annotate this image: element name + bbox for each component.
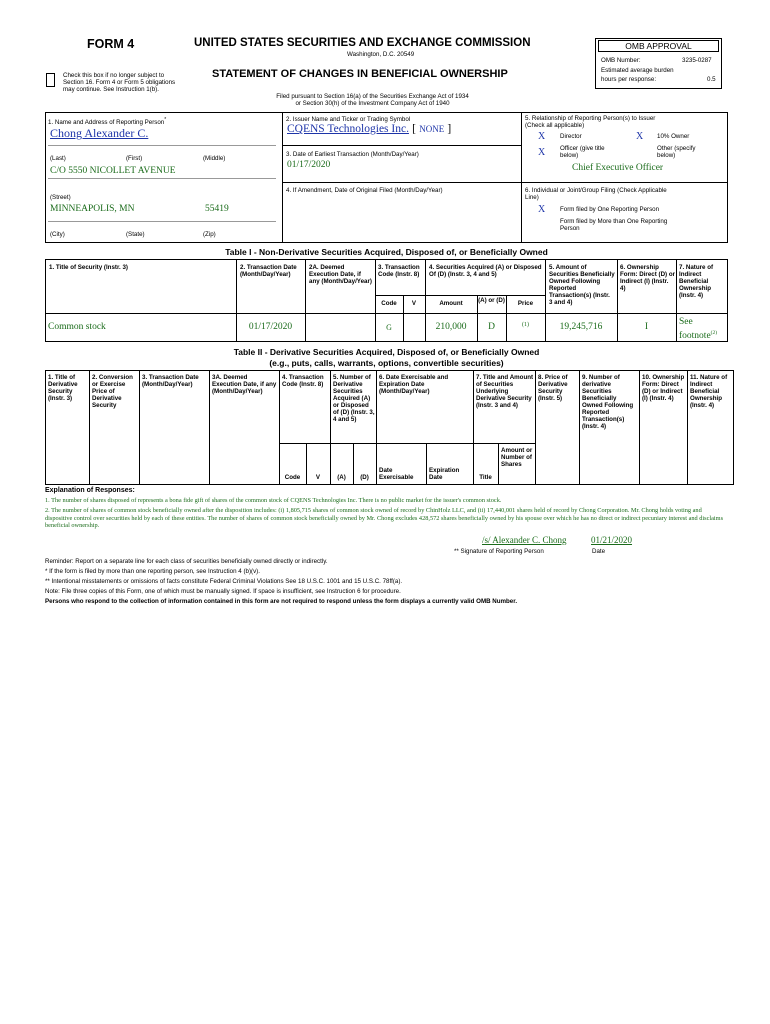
t1-row-form: I <box>644 322 649 332</box>
t2-h4: 4. Transaction Code (Instr. 8) <box>282 374 324 388</box>
note-4: Persons who respond to the collection of information contained in this form are not required to respond unless the form displays a currently valid OMB Number. <box>45 598 518 605</box>
agency-title: UNITED STATES SECURITIES AND EXCHANGE COMMISSION <box>194 37 531 49</box>
t2-h1: 1. Title of Derivative Security (Instr. 3) <box>48 374 78 402</box>
t2-h11: 11. Nature of Indirect Beneficial Ownership (Instr. 4) <box>690 374 728 409</box>
footnote-1: 1. The number of shares disposed of represents a bona fide gift of shares of the common stock of CQENS Technologies Inc. There is no public market for the issuer's common stock. <box>45 497 502 504</box>
t1-sub-code: Code <box>381 300 397 307</box>
reporting-person-city: MINNEAPOLIS, MN <box>50 204 135 214</box>
filing-more-label-1: Form filed by More than One Reporting <box>560 218 668 225</box>
filing-more-label-2: Person <box>560 225 580 232</box>
ten-pct-mark[interactable]: X <box>636 131 644 142</box>
table2-title-2: (e.g., puts, calls, warrants, options, convertible securities) <box>269 358 504 368</box>
filed-pursuant-line-1: Filed pursuant to Section 16(a) of the Securities Exchange Act of 1934 <box>276 93 469 100</box>
t2-sub-code: Code <box>284 474 301 481</box>
officer-label-1: Officer (give title <box>560 145 605 152</box>
reporting-person-zip: 55419 <box>205 204 229 214</box>
agency-location: Washington, D.C. 20549 <box>347 51 415 58</box>
no-longer-subject-checkbox[interactable] <box>46 73 55 87</box>
city-label: (City) <box>50 231 65 238</box>
signature-date-label: Date <box>592 548 606 555</box>
t1-sub-price: Price <box>517 300 534 307</box>
other-label-1: Other (specify <box>657 145 696 152</box>
table2-title-1: Table II - Derivative Securities Acquired, Disposed of, or Beneficially Owned <box>233 347 540 357</box>
note-2: ** Intentional misstatements or omissions of facts constitute Federal Criminal Violations See 18 U.S.C. 1001 and 15 U.S.C. 78ff(a). <box>45 578 403 585</box>
earliest-date-label: 3. Date of Earliest Transaction (Month/Day/Year) <box>286 151 419 158</box>
t2-sub-exercisable: Date Exercisable <box>379 467 414 481</box>
t2-h9: 9. Number of derivative Securities Beneficially Owned Following Reported Transaction(s) (Instr. 4) <box>582 374 634 430</box>
zip-label: (Zip) <box>203 231 216 238</box>
first-label: (First) <box>126 155 143 162</box>
t1-row-ad: D <box>488 322 495 332</box>
checkbox-note: Check this box if no longer subject to Section 16. Form 4 or Form 5 obligations may continue. See Instruction 1(b). <box>63 72 176 93</box>
t2-h6: 6. Date Exercisable and Expiration Date (Month/Day/Year) <box>379 374 449 395</box>
t1-row-amount: 210,000 <box>435 322 467 332</box>
filing-one-mark[interactable]: X <box>538 204 546 215</box>
t2-h3a: 3A. Deemed Execution Date, if any (Month/Day/Year) <box>212 374 277 395</box>
t1-sub-v: V <box>411 300 417 307</box>
t2-h7: 7. Title and Amount of Securities Underlying Derivative Security (Instr. 3 and 4) <box>476 374 534 409</box>
signature-name: /s/ Alexander C. Chong <box>482 535 567 545</box>
omb-number-label: OMB Number: <box>601 57 641 64</box>
t1-sub-amount: Amount <box>439 300 463 307</box>
t2-h10: 10. Ownership Form: Direct (D) or Indirect (I) (Instr. 4) <box>642 374 685 402</box>
t2-h8: 8. Price of Derivative Security (Instr. 5) <box>538 374 568 402</box>
t1-sub-ad: (A) or (D) <box>478 297 505 304</box>
t1-row-nature-1: See <box>679 317 693 327</box>
middle-label: (Middle) <box>203 155 226 162</box>
t2-sub-a: (A) <box>337 474 346 481</box>
t1-h3: 3. Transaction Code (Instr. 8) <box>378 264 420 278</box>
omb-burden-label: Estimated average burden <box>601 67 674 74</box>
t2-sub-amount: Amount or Number of Shares <box>501 447 533 468</box>
reminder-note: Reminder: Report on a separate line for each class of securities beneficially owned directly or indirectly. <box>45 558 328 565</box>
t1-h5: 5. Amount of Securities Beneficially Owned Following Reported Transaction(s) (Instr. 3 and 4) <box>549 264 615 306</box>
t1-h6: 6. Ownership Form: Direct (D) or Indirect (I) (Instr. 4) <box>620 264 676 292</box>
filing-label-2: Line) <box>525 194 539 201</box>
relationship-sub: (Check all applicable) <box>525 122 585 129</box>
table-row: Common stock <box>48 322 106 332</box>
t1-h2: 2. Transaction Date (Month/Day/Year) <box>240 264 297 278</box>
t1-row-nature-2: footnote$^{(2)}$ <box>679 330 718 342</box>
signature-name-label: ** Signature of Reporting Person <box>454 548 544 555</box>
director-label: Director <box>560 133 582 140</box>
t1-row-price: (1) <box>522 322 529 328</box>
t2-sub-d: (D) <box>360 474 369 481</box>
footnote-2: 2. The number of shares of common stock beneficially owned after the disposition includes: (i) 1,805,715 shares of common stock owned of record by ChinHolz LLC, and (ii) 17,440,001 shares held of record by Chong Corporation. Mr. Chong holds voting and dispositive control over securities held by each of these entities. The number of shares of common stock beneficially owned by Mr. Chong excludes 428,572 shares beneficially owned by his spouse over which he has no direct or indirect pecuniary interest and disclaims beneficial ownership. <box>45 507 724 529</box>
t1-row-code: G <box>386 323 392 332</box>
form-title: FORM 4 <box>87 37 135 51</box>
filed-pursuant-line-2: or Section 30(h) of the Investment Company Act of 1940 <box>295 100 450 107</box>
explanation-title: Explanation of Responses: <box>45 487 135 494</box>
t1-h2a: 2A. Deemed Execution Date, if any (Month/Day/Year) <box>309 264 372 285</box>
officer-title: Chief Executive Officer <box>572 163 664 173</box>
omb-hours-label: hours per response: <box>601 76 657 83</box>
issuer-name-link[interactable]: CQENS Technologies Inc. <box>287 123 409 135</box>
issuer-label: 2. Issuer Name and Ticker or Trading Symbol <box>286 116 411 123</box>
earliest-date-value: 01/17/2020 <box>287 160 331 170</box>
last-label: (Last) <box>50 155 66 162</box>
t2-h5: 5. Number of Derivative Securities Acquired (A) or Disposed of (D) (Instr. 3, 4 and 5) <box>333 374 375 423</box>
relationship-label: 5. Relationship of Reporting Person(s) to Issuer <box>525 115 656 122</box>
state-label: (State) <box>126 231 145 238</box>
t2-sub-expiration: Expiration Date <box>429 467 460 481</box>
statement-title: STATEMENT OF CHANGES IN BENEFICIAL OWNERSHIP <box>212 68 508 80</box>
amendment-label: 4. If Amendment, Date of Original Filed (Month/Day/Year) <box>286 187 443 194</box>
note-3: Note: File three copies of this Form, one of which must be manually signed. If space is insufficient, see Instruction 6 for procedure. <box>45 588 401 595</box>
omb-hours-value: 0.5 <box>707 76 716 83</box>
reporting-person-address: C/O 5550 NICOLLET AVENUE <box>50 166 176 176</box>
issuer-ticker: NONE <box>419 124 445 134</box>
t2-sub-title: Title <box>479 474 492 481</box>
other-label-2: below) <box>657 152 676 159</box>
filing-label-1: 6. Individual or Joint/Group Filing (Check Applicable <box>525 187 667 194</box>
director-mark[interactable]: X <box>538 131 546 142</box>
ten-pct-label: 10% Owner <box>657 133 690 140</box>
reporting-person-label: 1. Name and Address of Reporting Person* <box>48 117 167 127</box>
officer-mark[interactable]: X <box>538 147 546 158</box>
t1-h1: 1. Title of Security (Instr. 3) <box>49 264 128 271</box>
signature-date: 01/21/2020 <box>591 535 633 545</box>
note-1: * If the form is filed by more than one reporting person, see Instruction 4 (b)(v). <box>45 568 260 575</box>
omb-number-value: 3235-0287 <box>682 57 712 64</box>
table1-title: Table I - Non-Derivative Securities Acquired, Disposed of, or Beneficially Owned <box>225 247 548 257</box>
t1-h7: 7. Nature of Indirect Beneficial Ownership (Instr. 4) <box>679 264 714 299</box>
officer-label-2: below) <box>560 152 579 159</box>
t2-sub-v: V <box>315 474 321 481</box>
t1-row-owned: 19,245,716 <box>559 322 603 332</box>
t1-h4: 4. Securities Acquired (A) or Disposed Of (D) (Instr. 3, 4 and 5) <box>429 264 542 278</box>
t2-h2: 2. Conversion or Exercise Price of Derivative Security <box>92 374 133 409</box>
t1-row-date: 01/17/2020 <box>248 322 293 332</box>
filing-one-label: Form filed by One Reporting Person <box>560 206 660 213</box>
omb-approval-title: OMB APPROVAL <box>598 40 719 52</box>
reporting-person-name[interactable]: Chong Alexander C. <box>50 126 149 140</box>
street-label: (Street) <box>50 194 71 201</box>
t2-h3: 3. Transaction Date (Month/Day/Year) <box>142 374 199 388</box>
issuer-name-line: CQENS Technologies Inc. [ NONE ] <box>287 123 452 135</box>
